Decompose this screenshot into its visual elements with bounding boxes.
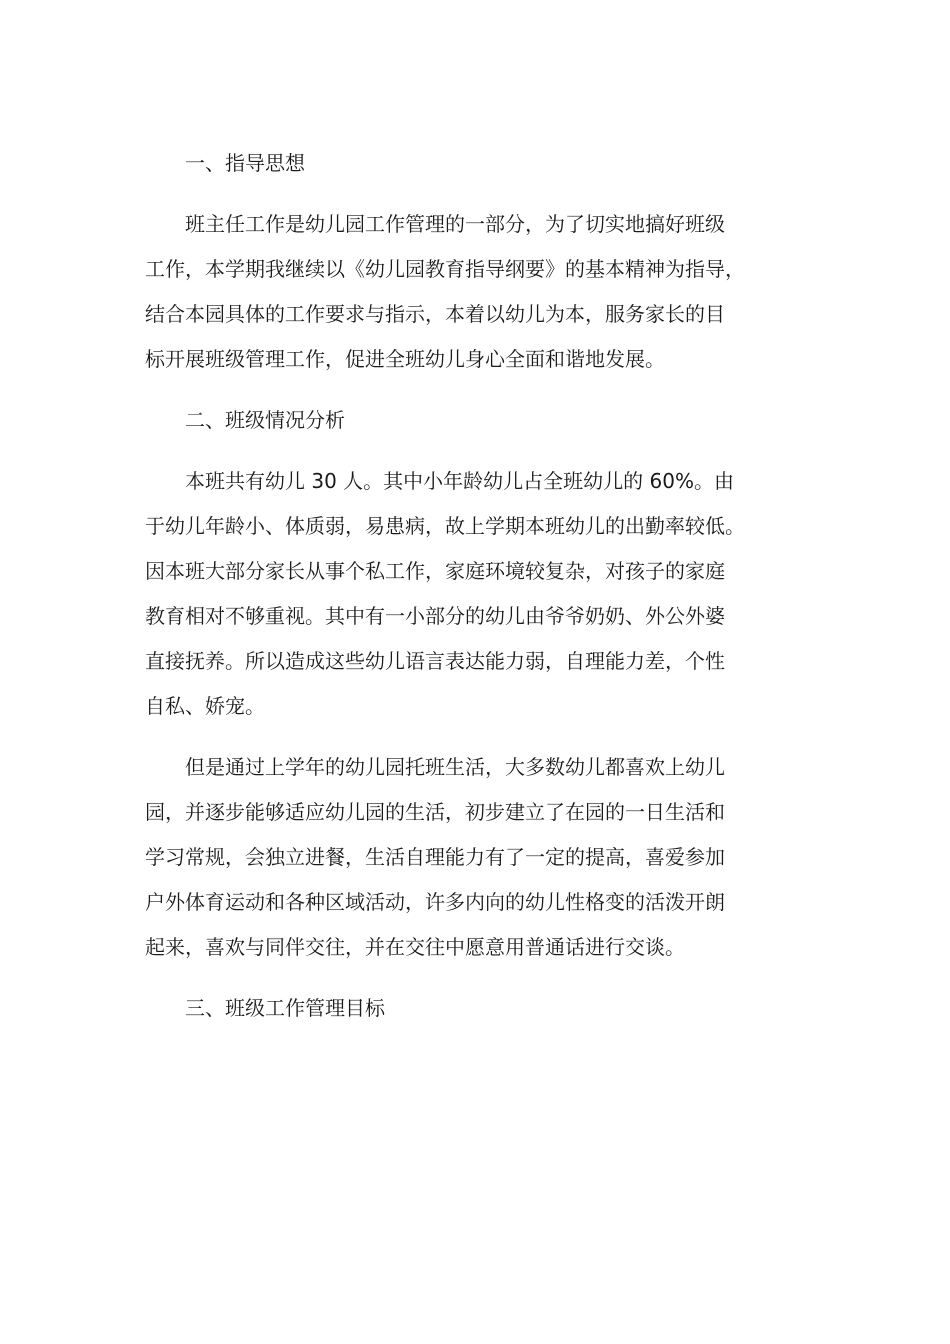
paragraph-line: 教育相对不够重视。其中有一小部分的幼儿由爷爷奶奶、外公外婆 <box>145 604 725 628</box>
paragraph-line: 班主任工作是幼儿园工作管理的一部分，为了切实地搞好班级 <box>185 212 725 236</box>
paragraph-line: 因本班大部分家长从事个私工作，家庭环境较复杂，对孩子的家庭 <box>145 559 725 583</box>
paragraph-line: 起来，喜欢与同伴交往，并在交往中愿意用普通话进行交谈。 <box>145 935 685 959</box>
paragraph-line: 但是通过上学年的幼儿园托班生活，大多数幼儿都喜欢上幼儿 <box>185 755 725 779</box>
paragraph-class-progress <box>145 745 810 970</box>
paragraph-line: 工作，本学期我继续以《幼儿园教育指导纲要》的基本精神为指导， <box>145 257 745 281</box>
section-heading-guiding-ideology: 一、指导思想 <box>185 151 305 175</box>
paragraph-line: 园，并逐步能够适应幼儿园的生活，初步建立了在园的一日生活和 <box>145 800 725 824</box>
paragraph-line: 户外体育运动和各种区域活动，许多内向的幼儿性格变的活泼开朗 <box>145 890 725 914</box>
paragraph-class-situation <box>145 459 810 729</box>
paragraph-line: 自私、娇宠。 <box>145 694 265 718</box>
paragraph-line: 直接抚养。所以造成这些幼儿语言表达能力弱，自理能力差，个性 <box>145 649 725 673</box>
paragraph-line: 结合本园具体的工作要求与指示，本着以幼儿为本，服务家长的目 <box>145 302 725 326</box>
document-body <box>145 141 810 1047</box>
paragraph-line: 于幼儿年龄小、体质弱，易患病，故上学期本班幼儿的出勤率较低。 <box>145 514 745 538</box>
section-heading-management-goals: 三、班级工作管理目标 <box>185 996 385 1020</box>
paragraph-line: 学习常规，会独立进餐，生活自理能力有了一定的提高，喜爱参加 <box>145 845 725 869</box>
paragraph-line: 本班共有幼儿 30 人。其中小年龄幼儿占全班幼儿的 60%。由 <box>185 469 734 493</box>
paragraph-line: 标开展班级管理工作，促进全班幼儿身心全面和谐地发展。 <box>145 347 665 371</box>
paragraph-guiding-ideology <box>145 202 810 382</box>
section-heading-class-analysis: 二、班级情况分析 <box>185 408 345 432</box>
